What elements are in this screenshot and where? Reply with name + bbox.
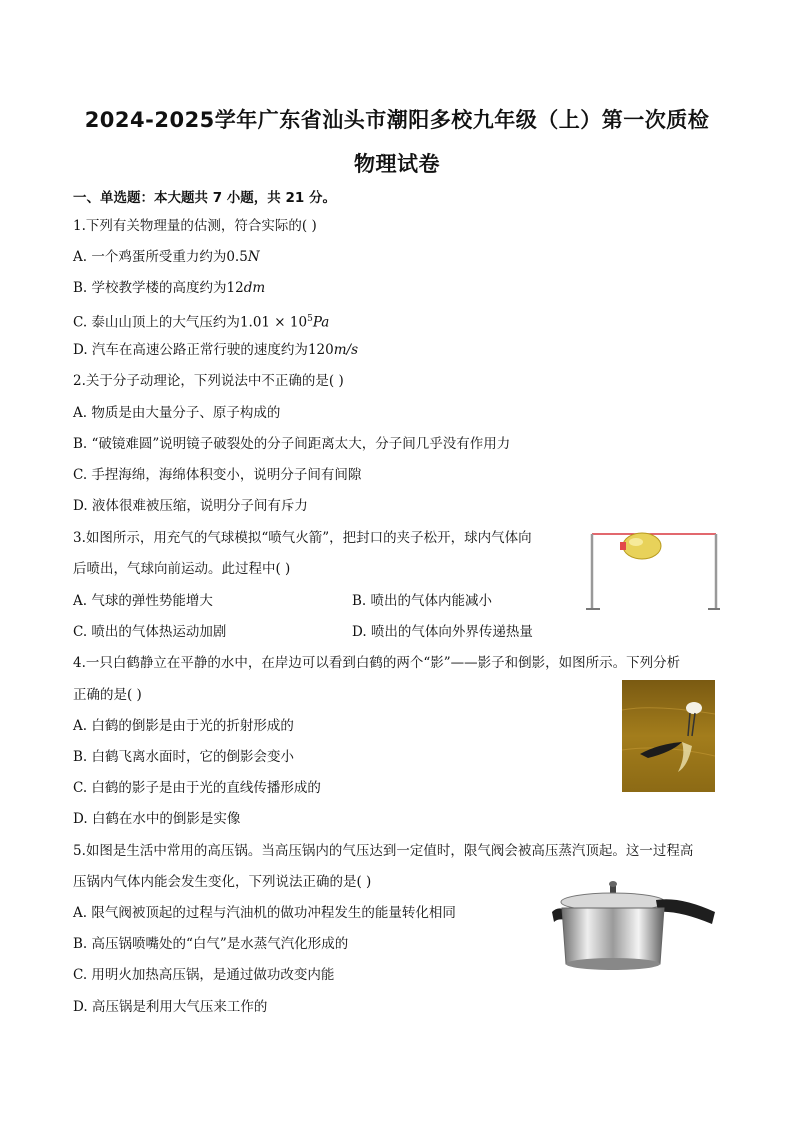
question-5-stem-line2: 压锅内气体内能会发生变化，下列说法正确的是( ) bbox=[73, 874, 372, 890]
q1-option-a-text: A. 一个鸡蛋所受重力约为 bbox=[73, 249, 227, 265]
q4-option-a: A. 白鹤的倒影是由于光的折射形成的 bbox=[73, 718, 294, 734]
q4-option-b: B. 白鹤飞离水面时，它的倒影会变小 bbox=[73, 749, 295, 765]
q2-option-c: C. 手捏海绵，海绵体积变小，说明分子间有间隙 bbox=[73, 467, 362, 483]
q3-option-a: A. 气球的弹性势能增大 bbox=[73, 593, 213, 609]
exam-title-line1: 2024-2025学年广东省汕头市潮阳多校九年级（上）第一次质检 bbox=[84, 108, 710, 132]
q1-option-d-text: D. 汽车在高速公路正常行驶的速度约为 bbox=[73, 342, 308, 358]
q4-option-c: C. 白鹤的影子是由于光的直线传播形成的 bbox=[73, 780, 321, 796]
q5-option-d: D. 高压锅是利用大气压来工作的 bbox=[73, 999, 268, 1015]
q5-option-b: B. 高压锅喷嘴处的“白气”是水蒸气汽化形成的 bbox=[73, 936, 349, 952]
exam-title-line2: 物理试卷 bbox=[354, 152, 440, 176]
question-3-stem-line2: 后喷出，气球向前运动。此过程中( ) bbox=[73, 561, 291, 577]
q1-option-b bbox=[73, 279, 265, 297]
question-4-stem-line2: 正确的是( ) bbox=[73, 687, 142, 703]
section-heading: 一、单选题：本大题共 7 小题，共 21 分。 bbox=[73, 190, 336, 206]
q2-option-d: D. 液体很难被压缩，说明分子间有斥力 bbox=[73, 498, 308, 514]
q3-option-b: B. 喷出的气体内能减小 bbox=[352, 593, 493, 609]
pressure-cooker-photo bbox=[550, 878, 720, 978]
q1-option-c-text: C. 泰山山顶上的大气压约为 bbox=[73, 314, 240, 331]
q1-option-a bbox=[73, 248, 260, 266]
question-2-stem: 2.关于分子动理论，下列说法中不正确的是( ) bbox=[73, 373, 344, 389]
q1-option-a-unit: N bbox=[247, 249, 260, 265]
balloon-rocket-figure bbox=[586, 528, 720, 612]
q1-option-d-unit: m/s bbox=[333, 342, 358, 358]
question-3-stem-line1: 3.如图所示，用充气的气球模拟“喷气火箭”，把封口的夹子松开，球内气体向 bbox=[73, 530, 532, 546]
q1-option-c-value: 1.01 × 10 bbox=[239, 314, 308, 331]
q1-option-d bbox=[73, 341, 358, 359]
q2-option-b: B. “破镜难圆”说明镜子破裂处的分子间距离太大，分子间几乎没有作用力 bbox=[73, 436, 511, 452]
q1-option-c bbox=[73, 310, 329, 332]
q1-option-c-unit: Pa bbox=[312, 314, 330, 331]
question-4-stem-line1: 4.一只白鹤静立在平静的水中，在岸边可以看到白鹤的两个“影”——影子和倒影，如图所示。下列分析 bbox=[73, 655, 681, 671]
q1-option-d-value: 120 bbox=[307, 342, 334, 358]
q4-option-d: D. 白鹤在水中的倒影是实像 bbox=[73, 811, 241, 827]
crane-photo bbox=[622, 680, 715, 792]
q1-option-a-value: 0.5 bbox=[226, 249, 248, 265]
q5-option-c: C. 用明火加热高压锅，是通过做功改变内能 bbox=[73, 967, 335, 983]
q1-option-b-text: B. 学校教学楼的高度约为 bbox=[73, 280, 227, 296]
q1-option-b-value: 12 bbox=[226, 280, 244, 296]
q5-option-a: A. 限气阀被顶起的过程与汽油机的做功冲程发生的能量转化相同 bbox=[73, 905, 456, 921]
question-1-stem: 1.下列有关物理量的估测，符合实际的( ) bbox=[73, 218, 317, 234]
q2-option-a: A. 物质是由大量分子、原子构成的 bbox=[73, 405, 281, 421]
q3-option-d: D. 喷出的气体向外界传递热量 bbox=[352, 624, 533, 640]
q3-option-c: C. 喷出的气体热运动加剧 bbox=[73, 624, 227, 640]
question-5-stem-line1: 5.如图是生活中常用的高压锅。当高压锅内的气压达到一定值时，限气阀会被高压蒸汽顶起。这一过程高 bbox=[73, 843, 694, 859]
q1-option-c-exponent: 5 bbox=[307, 314, 313, 324]
q1-option-b-unit: dm bbox=[243, 280, 266, 296]
